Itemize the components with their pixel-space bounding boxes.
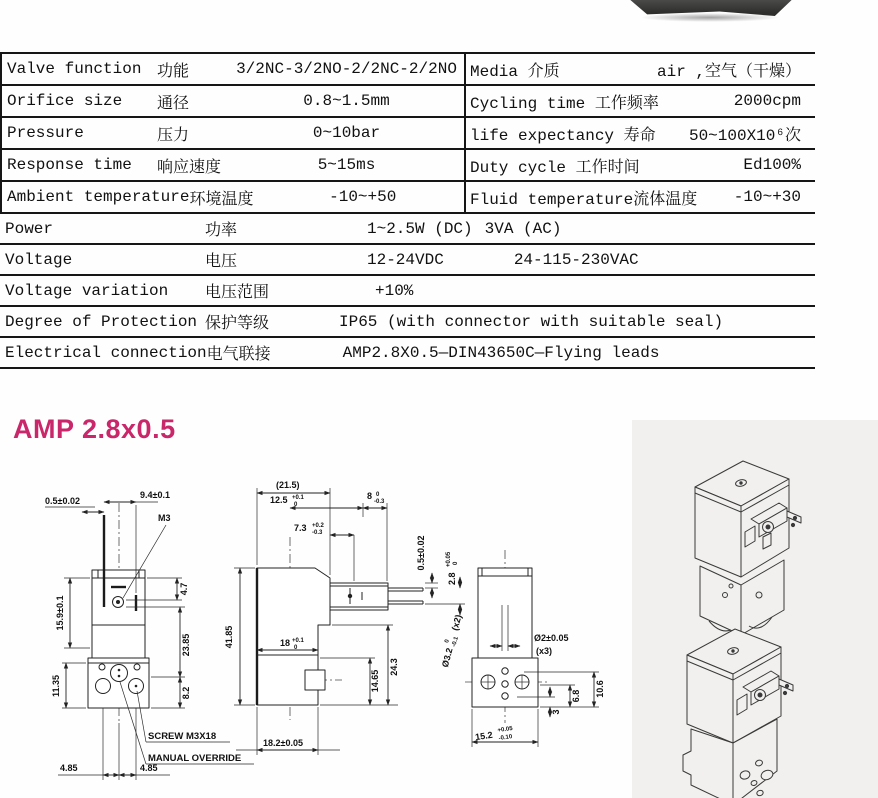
section-title: AMP 2.8x0.5 <box>13 414 176 444</box>
spec-value: 5~15ms <box>317 156 376 174</box>
dim-8-tol-lo: -0.3 <box>374 499 385 505</box>
spec-table-full-block <box>0 214 815 369</box>
spec-value: 1~2.5W (DC) <box>367 219 473 238</box>
dim-7-3: 7.3 <box>294 523 307 533</box>
spec-value: AMP2.8X0.5—DIN43650C—Flying leads <box>342 343 660 362</box>
spec-value: 3/2NC-3/2NO-2/2NC-2/2NO <box>236 60 457 78</box>
dim-2-8-tol-hi: +0.05 <box>446 551 452 567</box>
dim-15-2: 15.2 <box>474 729 494 743</box>
valve-photo-shadow <box>640 13 780 22</box>
technical-drawing <box>20 455 634 798</box>
cell-group <box>2 150 466 180</box>
dim-hole-3-2-tol-lo: -0.1 <box>451 636 460 648</box>
spec-value: +10% <box>375 281 414 300</box>
dim-15-2-tol-lo: -0.10 <box>498 734 513 742</box>
spec-label-en: Degree of Protection <box>5 312 198 331</box>
spec-label-cn: 压力 <box>157 126 190 145</box>
cell-group <box>466 54 815 84</box>
dim-4-85-left: 4.85 <box>60 763 78 773</box>
spec-value: IP65 (with connector with suitable seal) <box>339 312 724 331</box>
spec-label-en: Power <box>5 219 54 238</box>
cell-group <box>466 182 815 212</box>
dim-15-9: 15.9±0.1 <box>55 595 65 631</box>
spec-label-cn: 电压范围 <box>205 284 270 302</box>
spec-label-en: Orifice size <box>7 92 123 110</box>
dim-11-35: 11.35 <box>51 674 61 698</box>
spec-label-cn: 保护等级 <box>205 315 270 333</box>
isometric-drawings <box>632 420 878 798</box>
dim-hole-3-2-tol-hi: 0 <box>444 638 451 644</box>
dim-4-7: 4.7 <box>179 582 189 596</box>
dim-23-85: 23.85 <box>181 633 191 657</box>
note-manual-override: MANUAL OVERRIDE <box>148 753 242 764</box>
cell-group <box>466 86 815 116</box>
spec-label-en: Ambient temperature <box>7 188 190 206</box>
dim-12-5-tol-lo: 0 <box>294 502 298 508</box>
dim-7-3-tol-lo: -0.3 <box>312 530 323 536</box>
spec-label-cn: 响应速度 <box>157 158 222 177</box>
cell-group <box>2 86 466 116</box>
dim-12-5: 12.5 <box>270 495 288 505</box>
table-row <box>2 118 815 150</box>
dim-hole-3-2: Ø3.2 <box>439 646 455 669</box>
spec-value-2: 24-115-230VAC <box>513 250 639 269</box>
dim-14-65: 14.65 <box>370 669 380 693</box>
dim-21-5: (21.5) <box>276 480 300 490</box>
spec-label: Cycling time 工作频率 <box>470 94 659 113</box>
spec-value: 50~100X10⁶次 <box>688 126 801 145</box>
spec-table <box>0 52 815 369</box>
dim-10-6: 10.6 <box>595 680 605 698</box>
dim-2-8: 2.8 <box>447 572 457 585</box>
cell-group <box>466 118 815 148</box>
spec-value: air ,空气（干燥） <box>656 62 801 81</box>
spec-label-cn: 电压 <box>205 253 238 271</box>
dim-4-85-right: 4.85 <box>140 763 158 773</box>
front-view-drawing <box>45 490 254 780</box>
table-row <box>0 245 815 276</box>
spec-label: Fluid temperature流体温度 <box>470 190 698 209</box>
dim-12-5-tol-hi: +0.1 <box>292 495 304 501</box>
dim-9-4: 9.4±0.1 <box>140 490 170 500</box>
note-screw: SCREW M3X18 <box>148 731 217 742</box>
spec-value: 2000cpm <box>733 92 801 110</box>
dim-18: 18 <box>280 638 291 648</box>
isometric-top-drawing <box>695 461 801 635</box>
dim-hole-2: Ø2±0.05 <box>534 633 569 643</box>
side-view-drawing <box>224 480 465 755</box>
spec-value: -10~+50 <box>329 188 397 206</box>
dim-0-5: 0.5±0.02 <box>45 496 80 506</box>
spec-label-cn: 环境温度 <box>189 190 254 209</box>
table-row <box>2 182 815 214</box>
dim-3: 3 <box>551 709 561 715</box>
cell-group <box>2 182 466 212</box>
spec-label-en: Voltage variation <box>5 281 169 300</box>
spec-label-cn: 功能 <box>157 62 190 81</box>
dim-8-tol-hi: 0 <box>376 492 380 498</box>
dim-8-2: 8.2 <box>181 686 191 700</box>
dim-0-5-pin: 0.5±0.02 <box>416 535 426 571</box>
spec-value: Ed100% <box>743 156 801 174</box>
spec-label-en: Electrical connection <box>5 343 207 362</box>
dim-18-tol-lo: 0 <box>294 645 298 651</box>
dim-24-3: 24.3 <box>389 658 399 676</box>
dim-2-8-group <box>446 551 459 585</box>
table-row <box>0 307 815 338</box>
cell-group <box>2 54 466 84</box>
table-row <box>2 150 815 182</box>
spec-value: -10~+30 <box>733 188 801 206</box>
table-row <box>0 338 815 369</box>
table-row <box>0 214 815 245</box>
spec-label: life expectancy 寿命 <box>470 126 656 145</box>
spec-value: 0.8~1.5mm <box>303 92 390 110</box>
spec-label-cn: 通径 <box>157 94 190 113</box>
spec-table-split-block <box>0 54 815 214</box>
spec-label-cn: 功率 <box>205 222 238 240</box>
spec-label-en: Valve function <box>7 60 142 78</box>
label-m3: M3 <box>158 513 171 523</box>
spec-label: Media 介质 <box>470 62 560 81</box>
cell-group <box>2 118 466 148</box>
dim-15-2-tol-hi: +0.05 <box>497 725 514 734</box>
spec-label-en: Response time <box>7 156 132 174</box>
spec-label: Duty cycle 工作时间 <box>470 158 640 177</box>
dim-18-2: 18.2±0.05 <box>263 738 303 748</box>
dim-18-tol-hi: +0.1 <box>292 638 304 644</box>
dim-6-8: 6.8 <box>571 689 581 703</box>
dim-7-3-tol-hi: +0.2 <box>312 523 324 529</box>
dim-8: 8 <box>367 491 373 501</box>
dim-hole-3-2-group <box>438 613 466 669</box>
spec-label-en: Pressure <box>7 124 84 142</box>
end-view-drawing <box>465 550 605 747</box>
spec-value-2: 3VA (AC) <box>484 219 562 238</box>
spec-value: 0~10bar <box>312 124 381 142</box>
table-row <box>2 86 815 118</box>
isometric-bottom-drawing <box>683 629 793 798</box>
spec-value: 12-24VDC <box>367 250 444 269</box>
dim-hole-3-2-qty: (x2) <box>449 613 464 632</box>
table-row <box>2 54 815 86</box>
isometric-panel <box>632 420 878 798</box>
spec-label-en: Voltage <box>5 250 73 269</box>
dim-41-85: 41.85 <box>224 625 234 649</box>
table-row <box>0 276 815 307</box>
dim-hole-2-qty: (x3) <box>536 646 553 656</box>
dim-2-8-tol-lo: 0 <box>453 561 459 565</box>
cell-group <box>466 150 815 180</box>
spec-label-cn: 电气联接 <box>206 346 271 364</box>
